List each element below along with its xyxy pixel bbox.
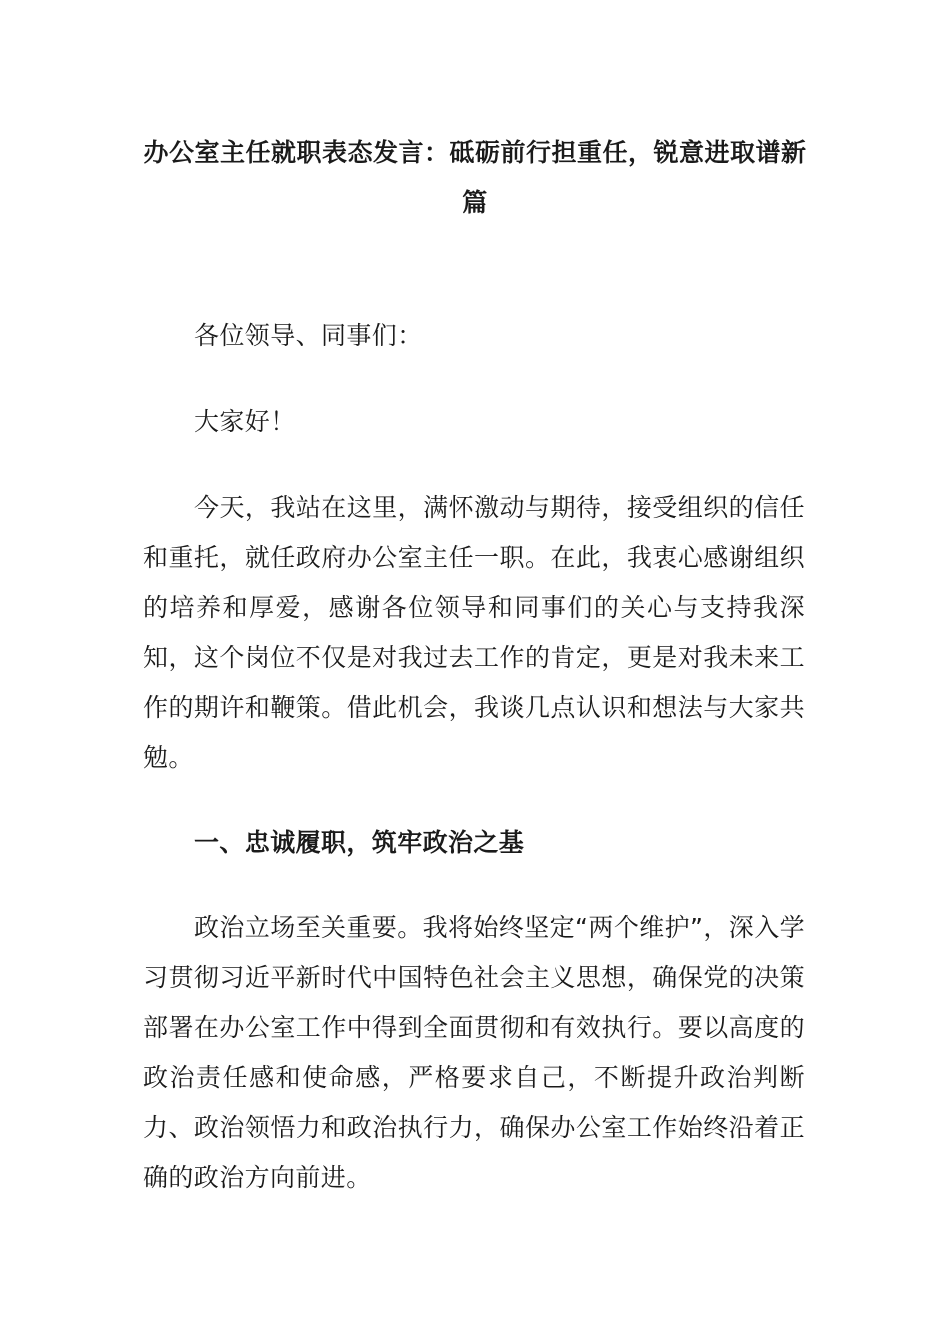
section-heading: 一、忠诚履职，筑牢政治之基 [194,828,525,857]
intro-paragraph: 今天，我站在这里，满怀激动与期待，接受组织的信任和重托，就任政府办公室主任一职。在此，我衷心感谢组织的培养和厚爱，感谢各位领导和同事们的关心与支持我深知，这个岗位不仅是对我过去工作的肯定，更是对我未来工作的期许和鞭策。借此机会，我谈几点认识和想法与大家共勉。 [143,493,805,772]
greeting: 大家好！ [194,407,296,436]
section-body-paragraph: 政治立场至关重要。我将始终坚定“两个维护”，深入学习贯彻习近平新时代中国特色社会主义思想，确保党的决策部署在办公室工作中得到全面贯彻和有效执行。要以高度的政治责任感和使命感，严格要求自己，不断提升政治判断力、政治领悟力和政治执行力，确保办公室工作始终沿着正确的政治方向前进。 [143,913,805,1192]
document-title: 办公室主任就职表态发言：砥砺前行担重任，锐意进取谱新篇 [143,138,807,217]
salutation: 各位领导、同事们： [194,321,423,350]
